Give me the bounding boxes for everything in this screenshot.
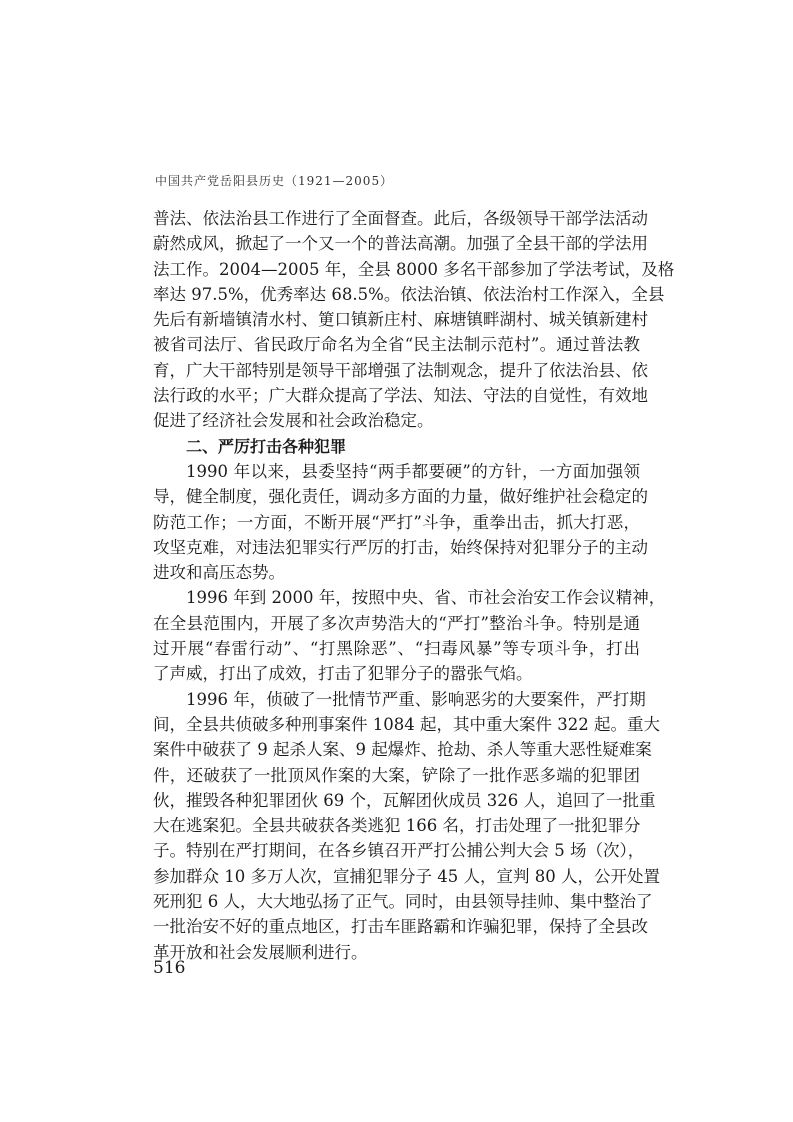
text-line: 法行政的水平；广大群众提高了学法、知法、守法的自觉性，有效地 [153,386,648,406]
text-line: 1990 年以来，县委坚持“两手都要硬”的方针，一方面加强领 [186,461,640,481]
text-line: 间，全县共侦破多种刑事案件 1084 起，其中重大案件 322 起。重大 [153,714,660,734]
text-line: 1996 年到 2000 年，按照中央、省、市社会治安工作会议精神， [186,588,666,608]
body-text [153,206,675,965]
text-line: 子。特别在严打期间，在各乡镇召开严打公捕公判大会 5 场（次）， [153,841,645,861]
text-line: 先后有新墙镇清水村、筻口镇新庄村、麻塘镇畔湖村、城关镇新建村 [153,310,648,330]
text-line: 参加群众 10 多万人次，宣捕犯罪分子 45 人，宣判 80 人，公开处置 [153,866,660,886]
text-line: 件，还破获了一批顶风作案的大案，铲除了一批作恶多端的犯罪团 [153,765,640,785]
text-line: 防范工作；一方面，不断开展“严打”斗争，重拳出击，抓大打恶， [153,512,640,532]
text-line: 了声威，打出了成效，打击了犯罪分子的嚣张气焰。 [153,664,533,684]
text-line: 过开展“春雷行动”、“打黑除恶”、“扫毒风暴”等专项斗争，打出 [153,639,640,659]
text-line: 在全县范围内，开展了多次声势浩大的“严打”整治斗争。特别是通 [153,613,640,633]
text-line: 普法、依法治县工作进行了全面督查。此后，各级领导干部学法活动 [153,209,648,228]
text-line: 大在逃案犯。全县共破获各类逃犯 166 名，打击处理了一批犯罪分 [153,816,641,836]
running-header: 中国共产党岳阳县历史（1921—2005） [155,174,394,188]
text-line: 被省司法厅、省民政厅命名为全省“民主法制示范村”。通过普法教 [153,335,640,355]
text-line: 1996 年，侦破了一批情节严重、影响恶劣的大要案件，严打期 [186,689,646,709]
text-line: 蔚然成风，掀起了一个又一个的普法高潮。加强了全县干部的学法用 [153,234,648,254]
text-line: 一批治安不好的重点地区，打击车匪路霸和诈骗犯罪，保持了全县改 [153,917,648,937]
text-line: 进攻和高压态势。 [153,563,285,583]
text-line: 育，广大干部特别是领导干部增强了法制观念，提升了依法治县、依 [153,360,648,380]
section-heading: 二、严厉打击各种犯罪 [186,436,347,456]
text-line: 伙，摧毁各种犯罪团伙 69 个，瓦解团伙成员 326 人，追回了一批重 [153,790,656,810]
text-line: 案件中破获了 9 起杀人案、9 起爆炸、抢劫、杀人等重大恶性疑难案 [153,740,652,760]
text-line: 攻坚克难，对违法犯罪实行严厉的打击，始终保持对犯罪分子的主动 [153,537,648,557]
text-line: 法工作。2004—2005 年，全县 8000 多名干部参加了学法考试，及格 [153,259,675,279]
text-line: 导，健全制度，强化责任，调动多方面的力量，做好维护社会稳定的 [153,487,648,507]
page-number: 516 [153,958,186,978]
text-line: 革开放和社会发展顺利进行。 [153,942,368,962]
text-line: 促进了经济社会发展和社会政治稳定。 [153,411,434,431]
text-line: 率达 97.5%，优秀率达 68.5%。依法治镇、依法治村工作深入，全县 [153,284,665,304]
text-line: 死刑犯 6 人，大大地弘扬了正气。同时，由县领导挂帅、集中整治了 [153,892,653,912]
